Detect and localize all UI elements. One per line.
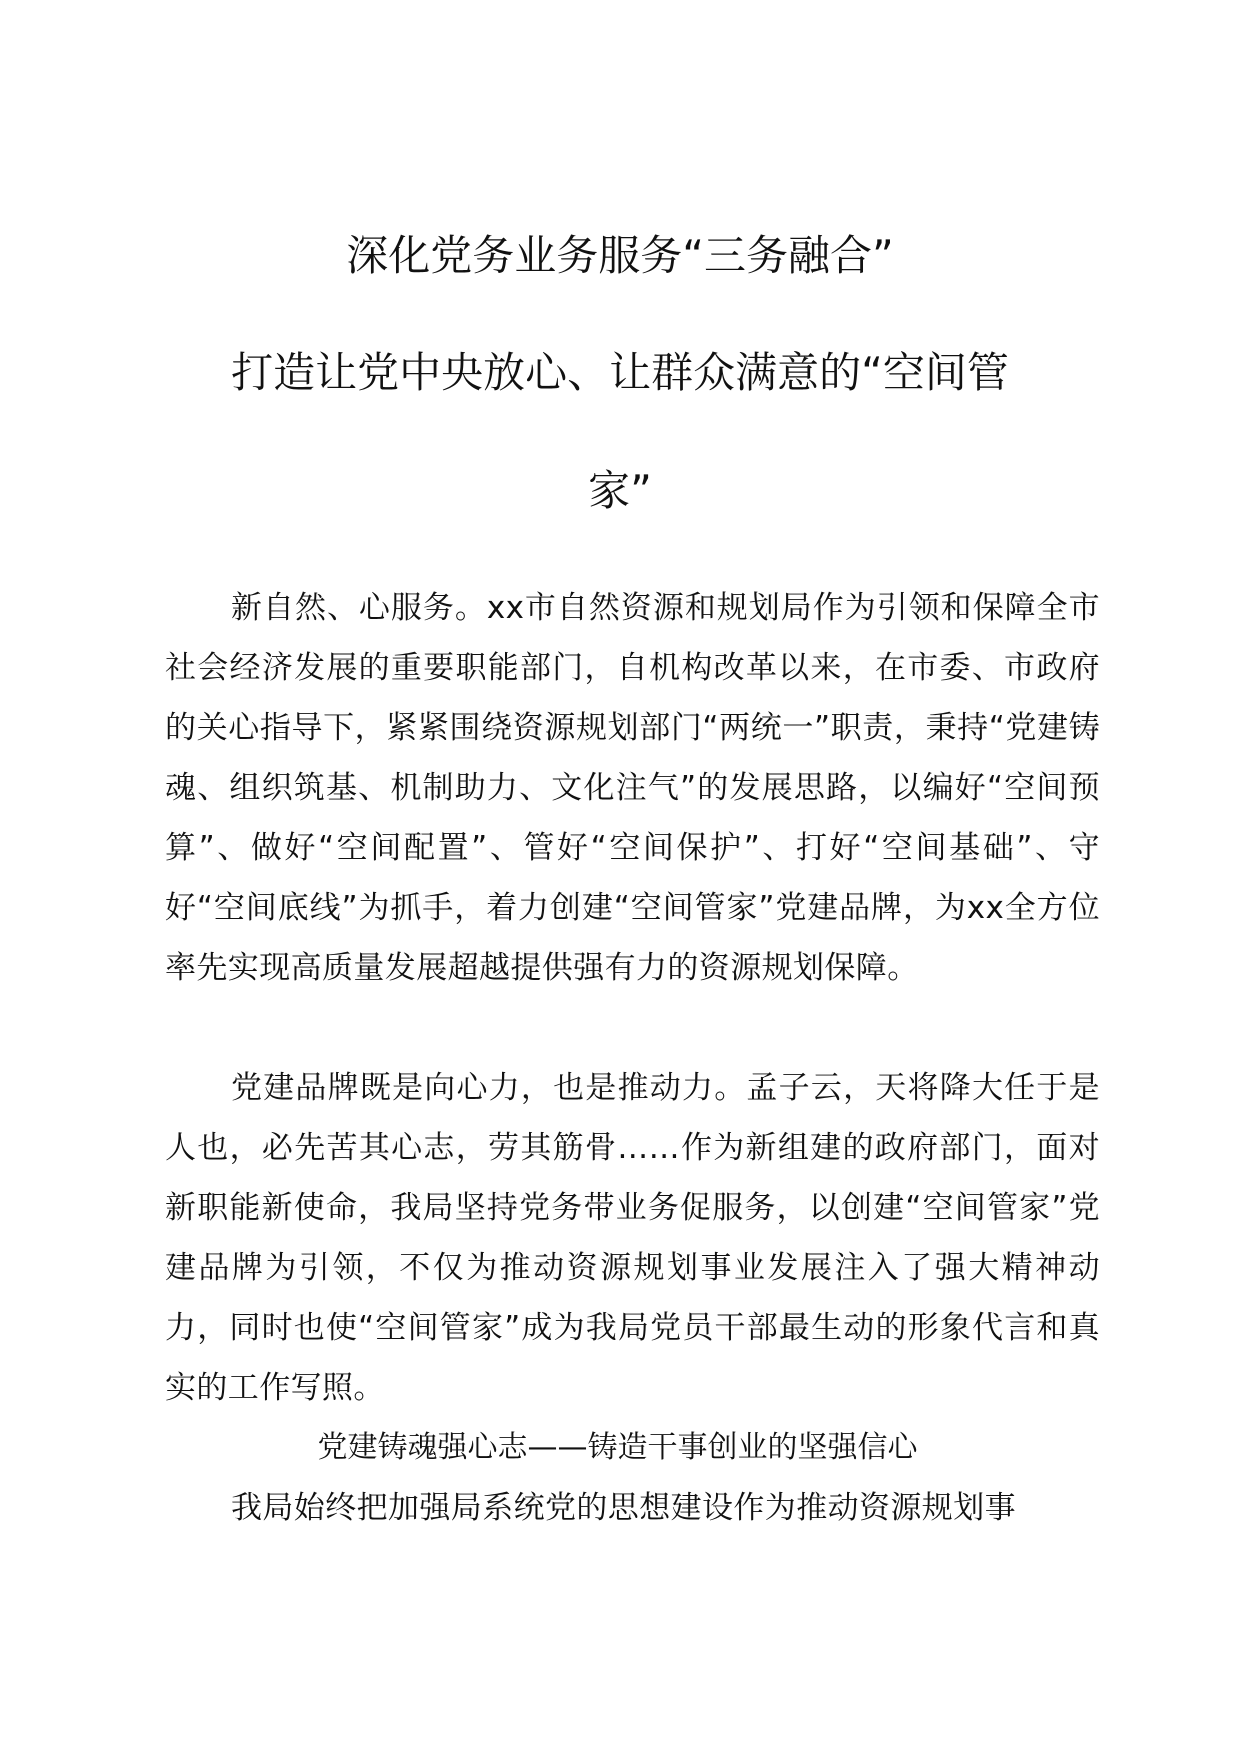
- paragraph-section-start: 我局始终把加强局系统党的思想建设作为推动资源规划事: [231, 1490, 1016, 1526]
- paragraph-intro: 新自然、心服务。xx市自然资源和规划局作为引领和保障全市社会经济发展的重要职能部门，自机构改革以来，在市委、市政府的关心指导下，紧紧围绕资源规划部门“两统一”职责，秉持“党建铸魂、组织筑基、机制助力、文化注气”的发展思路，以编好“空间预算”、做好“空间配置”、管好“空间保护”、打好“空间基础”、守好“空间底线”为抓手，着力创建“空间管家”党建品牌，为xx全方位率先实现高质量发展超越提供强有力的资源规划保障。: [165, 590, 1100, 986]
- paragraph-brand: 党建品牌既是向心力，也是推动力。孟子云，天将降大任于是人也，必先苦其心志，劳其筋骨……作为新组建的政府部门，面对新职能新使命，我局坚持党务带业务促服务，以创建“空间管家”党建品牌为引领，不仅为推动资源规划事业发展注入了强大精神动力，同时也使“空间管家”成为我局党员干部最生动的形象代言和真实的工作写照。: [165, 1070, 1100, 1406]
- title-line-2: 打造让党中央放心、让群众满意的“空间管: [231, 348, 1009, 397]
- title-line-1: 深化党务业务服务“三务融合”: [346, 231, 894, 280]
- section-subheading: 党建铸魂强心志——铸造干事创业的坚强信心: [317, 1430, 918, 1465]
- title-line-3: 家”: [588, 466, 652, 515]
